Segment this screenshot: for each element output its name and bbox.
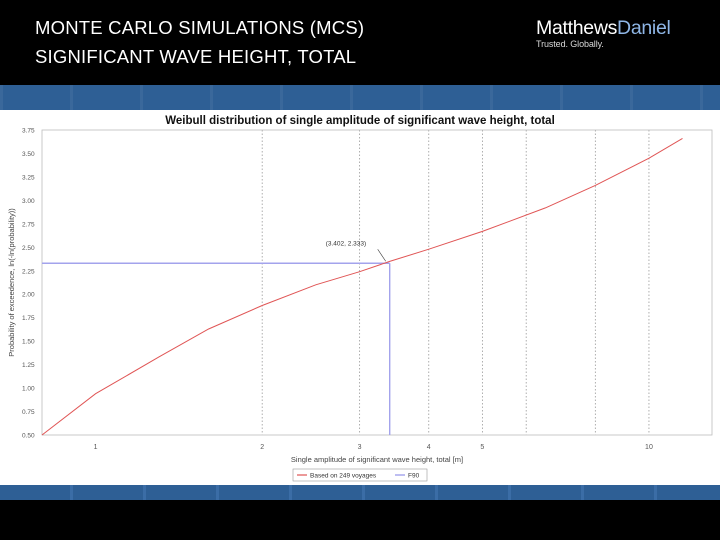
chart-panel <box>0 110 720 485</box>
marker-pointer <box>378 249 386 261</box>
axis-layer <box>22 128 712 452</box>
series-line <box>42 138 683 435</box>
slide-title-line2: SIGNIFICANT WAVE HEIGHT, TOTAL <box>35 46 357 67</box>
chart-title: Weibull distribution of single amplitude of significant wave height, total <box>165 115 555 127</box>
x-tick-label: 10 <box>645 444 653 451</box>
y-tick-label: 3.75 <box>22 127 35 135</box>
slide-header <box>0 0 720 85</box>
y-tick-label: 1.25 <box>22 362 35 370</box>
slide-footer <box>0 500 720 540</box>
grid-layer <box>262 130 649 435</box>
band-stripes <box>0 85 720 111</box>
y-tick-label: 2.75 <box>22 221 35 229</box>
y-tick-label: 1.00 <box>22 385 35 393</box>
company-logo <box>536 17 671 49</box>
x-tick-label: 4 <box>426 444 431 451</box>
y-tick-label: 2.25 <box>22 268 35 276</box>
legend-label-series: Based on 249 voyages <box>310 472 377 480</box>
x-tick-label: 5 <box>480 444 485 451</box>
logo-part1: Matthews <box>536 17 618 39</box>
legend <box>293 469 427 481</box>
y-tick-label: 3.00 <box>22 197 35 205</box>
marker-layer <box>42 240 390 435</box>
x-tick-label: 1 <box>93 444 98 451</box>
y-tick-label: 2.50 <box>22 244 35 252</box>
slide-title-line1: MONTE CARLO SIMULATIONS (MCS) <box>35 17 365 38</box>
y-tick-label: 1.75 <box>22 315 35 323</box>
y-tick-label: 3.50 <box>22 150 35 158</box>
y-tick-label: 1.50 <box>22 338 35 346</box>
logo-tagline: Trusted. Globally. <box>536 39 604 49</box>
band-bottom <box>0 484 720 500</box>
series-layer <box>42 138 683 435</box>
logo-wordmark <box>536 17 671 40</box>
y-tick-label: 3.25 <box>22 174 35 182</box>
y-tick-label: 2.00 <box>22 291 35 299</box>
legend-label-marker: F90 <box>408 472 420 480</box>
x-tick-label: 3 <box>357 444 362 451</box>
y-axis-label: Probability of exceedence, ln(-ln(probability)) <box>7 208 16 357</box>
y-tick-label: 0.75 <box>22 409 35 417</box>
marker-label: (3.402, 2.333) <box>325 240 367 248</box>
logo-part2: Daniel <box>617 17 671 39</box>
x-tick-label: 2 <box>260 444 265 451</box>
weibull-chart <box>0 110 720 485</box>
plot-frame <box>42 130 712 435</box>
x-axis-label: Single amplitude of significant wave height, total [m] <box>290 455 464 464</box>
y-tick-label: 0.50 <box>22 432 35 440</box>
